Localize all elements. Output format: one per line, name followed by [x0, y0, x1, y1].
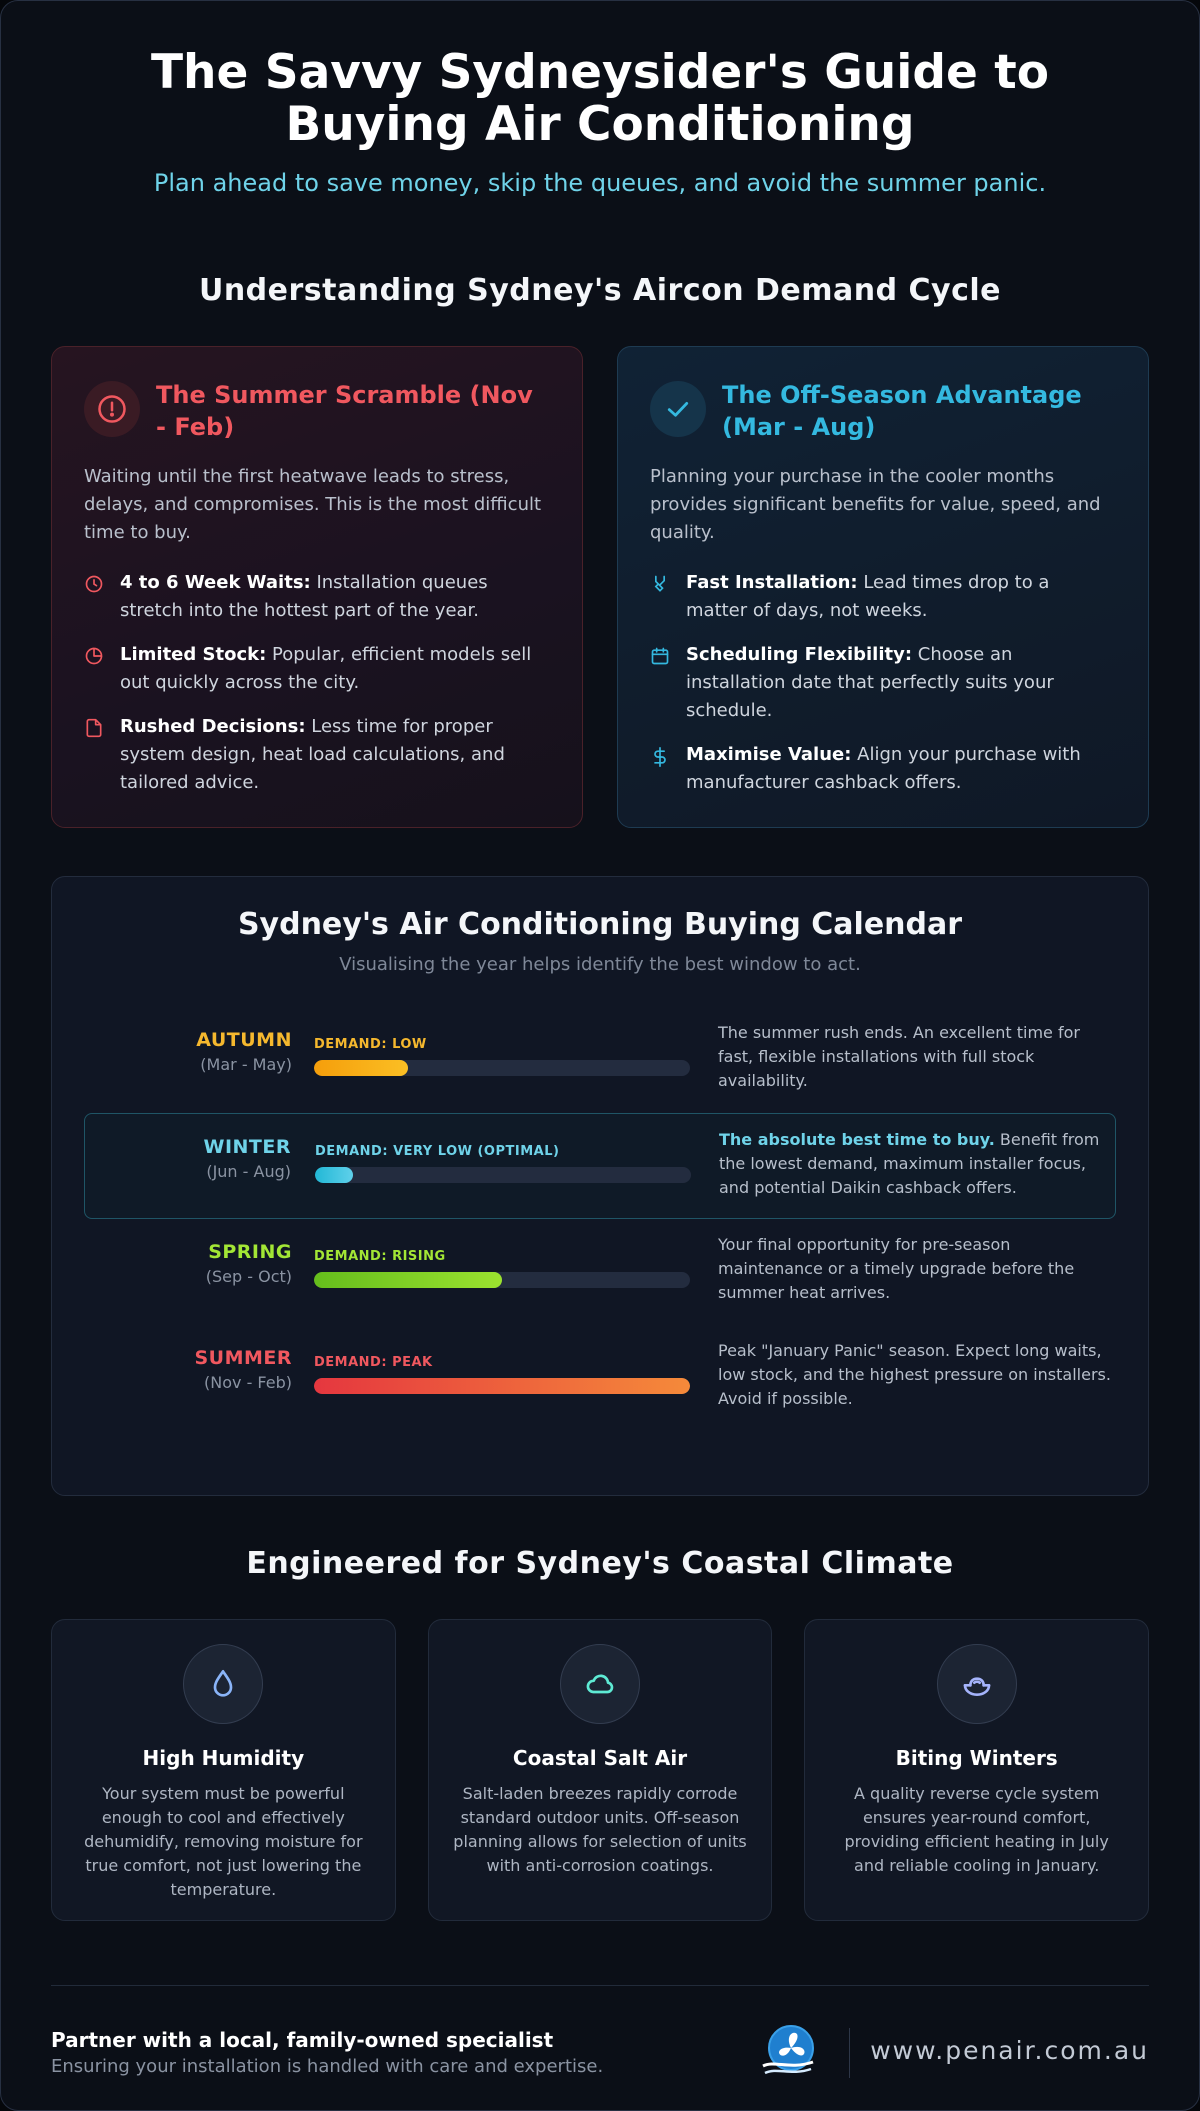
climate-card-title: High Humidity [142, 1746, 305, 1770]
footer [51, 1986, 1149, 2096]
season-description-text: Your final opportunity for pre-season maintenance or a timely upgrade before the summer heat arrives. [718, 1235, 1075, 1302]
demand-level-bar [315, 1167, 353, 1183]
document-icon [84, 713, 106, 797]
tools-icon [650, 569, 672, 625]
footer-subtitle: Ensuring your installation is handled with care and expertise. [51, 2056, 604, 2077]
cloud-icon [560, 1644, 640, 1724]
climate-card-title: Biting Winters [895, 1746, 1058, 1770]
season-name: AUTUMN [196, 1029, 292, 1051]
season-description [718, 1233, 1118, 1305]
dollar-icon [650, 741, 672, 797]
season-description-text: Benefit from the lowest demand, maximum installer focus, and potential Daikin cashback offers. [719, 1130, 1100, 1197]
title-line-2: Buying Air Conditioning [285, 97, 915, 152]
point-bold: Limited Stock: [120, 644, 267, 665]
season-name: SPRING [208, 1241, 292, 1263]
summer-scramble-card [51, 346, 583, 828]
demand-label: DEMAND: PEAK [314, 1355, 433, 1370]
demand-level-bar [314, 1060, 408, 1076]
title-line-1: The Savvy Sydneysider's Guide to [150, 45, 1049, 100]
point-bold: Maximise Value: [686, 744, 852, 765]
summer-point [84, 569, 550, 625]
season-description-text: Peak "January Panic" season. Expect long waits, low stock, and the highest pressure on installers. Avoid if possible. [718, 1341, 1111, 1408]
buying-calendar [51, 876, 1149, 1496]
demand-track [314, 1060, 690, 1076]
alert-icon [84, 381, 140, 437]
penair-logo-icon [759, 2024, 819, 2080]
calendar-row-summer [84, 1325, 1116, 1431]
climate-title: Engineered for Sydney's Coastal Climate [246, 1546, 954, 1581]
point-text: Align your purchase with manufacturer cashback offers. [686, 744, 1081, 793]
summer-point [84, 641, 550, 697]
wind-icon [937, 1644, 1017, 1724]
season-range: (Nov - Feb) [204, 1373, 292, 1392]
season-description-bold: The absolute best time to buy. [719, 1130, 995, 1149]
season-range: (Mar - May) [200, 1055, 292, 1074]
footer-separator [849, 2028, 850, 2078]
point-bold: Fast Installation: [686, 572, 858, 593]
demand-level-bar [314, 1272, 502, 1288]
footer-title: Partner with a local, family-owned specialist [51, 2028, 554, 2052]
page-subtitle: Plan ahead to save money, skip the queues, and avoid the summer panic. [153, 169, 1047, 197]
climate-card-humidity [51, 1619, 396, 1921]
season-description [719, 1128, 1119, 1200]
summer-point [84, 713, 550, 797]
offseason-advantage-card [617, 346, 1149, 828]
climate-card-title: Coastal Salt Air [512, 1746, 688, 1770]
climate-cards [1, 1619, 1199, 1921]
point-text: Popular, efficient models sell out quickly across the city. [120, 644, 532, 693]
season-range: (Sep - Oct) [205, 1267, 292, 1286]
point-text: Choose an installation date that perfectly suits your schedule. [686, 644, 1054, 721]
page-title [1, 47, 1199, 151]
climate-card-description: A quality reverse cycle system ensures year-round comfort, providing efficient heating in July and reliable cooling in January. [844, 1784, 1109, 1875]
offseason-point [650, 641, 1116, 725]
offseason-point [650, 741, 1116, 797]
season-range: (Jun - Aug) [206, 1162, 291, 1181]
season-description [718, 1021, 1118, 1093]
demand-label: DEMAND: LOW [314, 1037, 427, 1052]
droplet-icon [183, 1644, 263, 1724]
demand-label: DEMAND: VERY LOW (OPTIMAL) [315, 1144, 560, 1159]
point-text: Installation queues stretch into the hottest part of the year. [120, 572, 488, 621]
calendar-rows [84, 1007, 1116, 1431]
offseason-advantage-description: Planning your purchase in the cooler months provides significant benefits for value, speed, and quality. [650, 466, 1101, 543]
point-bold: Rushed Decisions: [120, 716, 306, 737]
point-bold: Scheduling Flexibility: [686, 644, 913, 665]
demand-cycle-title: Understanding Sydney's Aircon Demand Cycle [198, 273, 1002, 308]
season-name: SUMMER [194, 1347, 292, 1369]
clock-icon [84, 569, 106, 625]
calendar-title: Sydney's Air Conditioning Buying Calendar [237, 907, 963, 942]
climate-card-salt-air [428, 1619, 773, 1921]
point-text: Less time for proper system design, heat load calculations, and tailored advice. [120, 716, 505, 793]
calendar-row-winter [84, 1113, 1116, 1219]
hero [1, 1, 1199, 197]
demand-track [314, 1378, 690, 1394]
season-description-text: The summer rush ends. An excellent time for fast, flexible installations with full stock availability. [718, 1023, 1080, 1090]
season-name: WINTER [203, 1136, 291, 1158]
point-bold: 4 to 6 Week Waits: [120, 572, 311, 593]
point-text: Lead times drop to a matter of days, not weeks. [686, 572, 1050, 621]
climate-card-description: Your system must be powerful enough to cool and effectively dehumidify, removing moisture for true comfort, not just lowering the temperature. [84, 1784, 363, 1899]
demand-label: DEMAND: RISING [314, 1249, 446, 1264]
check-icon [650, 381, 706, 437]
offseason-point [650, 569, 1116, 625]
calendar-subtitle: Visualising the year helps identify the best window to act. [339, 954, 861, 975]
summer-scramble-title: The Summer Scramble (Nov - Feb) [156, 381, 533, 441]
calendar-row-spring [84, 1219, 1116, 1325]
demand-cycle-cards [1, 346, 1199, 828]
offseason-advantage-title: The Off-Season Advantage (Mar - Aug) [722, 381, 1082, 441]
calendar-row-autumn [84, 1007, 1116, 1113]
pie-chart-icon [84, 641, 106, 697]
climate-card-winters [804, 1619, 1149, 1921]
website-url[interactable]: www.penair.com.au [870, 2036, 1149, 2065]
demand-track [315, 1167, 691, 1183]
climate-card-description: Salt-laden breezes rapidly corrode standard outdoor units. Off-season planning allows for selection of units with anti-corrosion coatings. [453, 1784, 747, 1875]
demand-level-bar [314, 1378, 690, 1394]
demand-track [314, 1272, 690, 1288]
season-description [718, 1339, 1118, 1411]
summer-scramble-description: Waiting until the first heatwave leads to stress, delays, and compromises. This is the most difficult time to buy. [84, 466, 542, 543]
calendar-icon [650, 641, 672, 725]
